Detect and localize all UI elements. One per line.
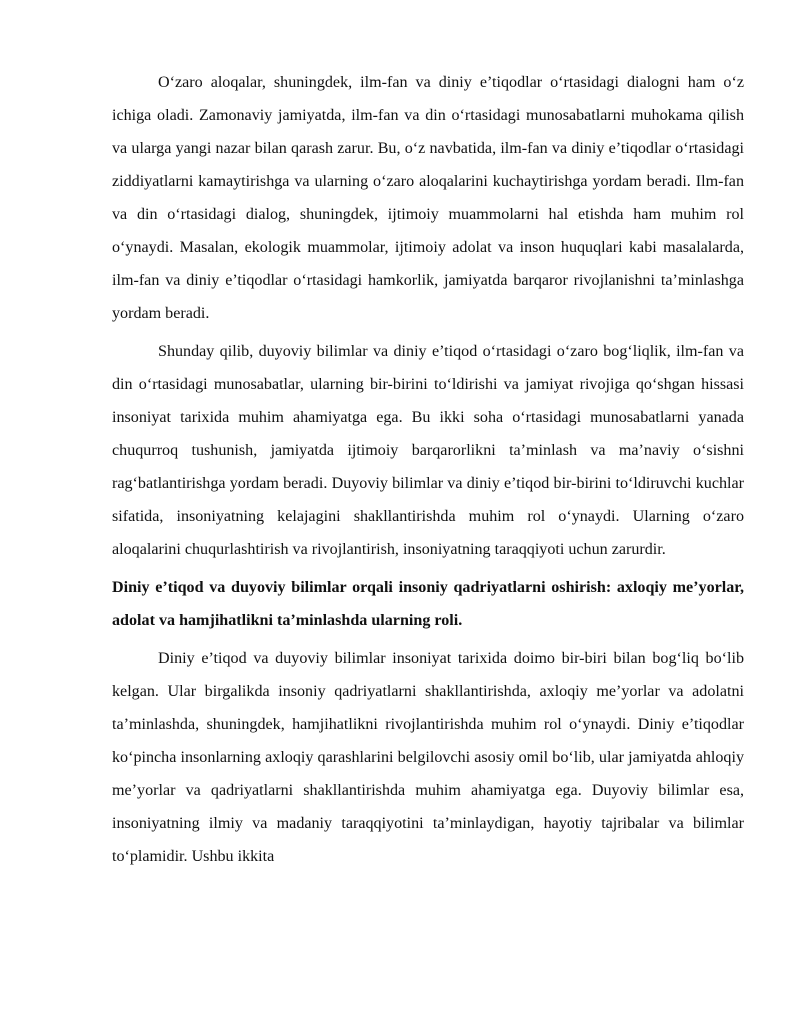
document-page [112,66,744,878]
section-heading: Diniy e’tiqod va duyoviy bilimlar orqali insoniy qadriyatlarni oshirish: axloqiy me’yorlar, adolat va hamjihatlikni ta’minlashda ularning roli. [112,579,744,629]
paragraph-2: Shunday qilib, duyoviy bilimlar va diniy e’tiqod o‘rtasidagi o‘zaro bog‘liqlik, ilm-fan va din o‘rtasidagi munosabatlar, ularning bir-birini to‘ldirishi va jamiyat rivojiga qo‘shgan hissasi insoniyat tarixida muhim ahamiyatga ega. Bu ikki soha o‘rtasidagi munosabatlarni yanada chuqurroq tushunish, jamiyatda ijtimoiy barqarorlikni ta’minlash va ma’naviy o‘sishni rag‘batlantirishga yordam beradi. Duyoviy bilimlar va diniy e’tiqod bir-birini to‘ldiruvchi kuchlar sifatida, insoniyatning kelajagini shakllantirishda muhim rol o‘ynaydi. Ularning o‘zaro aloqalarini chuqurlashtirish va rivojlantirish, insoniyatning taraqqiyoti uchun zarurdir. [112,343,744,558]
paragraph-3: Diniy e’tiqod va duyoviy bilimlar insoniyat tarixida doimo bir-biri bilan bog‘liq bo‘lib kelgan. Ular birgalikda insoniy qadriyatlarni shakllantirishda, axloqiy me’yorlar va adolatni ta’minlashda, shuningdek, hamjihatlikni rivojlantirishda muhim rol o‘ynaydi. Diniy e’tiqodlar ko‘pincha insonlarning axloqiy qarashlarini belgilovchi asosiy omil bo‘lib, ular jamiyatda ahloqiy me’yorlar va qadriyatlarni shakllantirishda muhim ahamiyatga ega. Duyoviy bilimlar esa, insoniyatning ilmiy va madaniy taraqqiyotini ta’minlaydigan, hayotiy tajribalar va bilimlar to‘plamidir. Ushbu ikkita [112,650,744,865]
paragraph-1: O‘zaro aloqalar, shuningdek, ilm-fan va diniy e’tiqodlar o‘rtasidagi dialogni ham o‘z ichiga oladi. Zamonaviy jamiyatda, ilm-fan va din o‘rtasidagi munosabatlarni muhokama qilish va ularga yangi nazar bilan qarash zarur. Bu, o‘z navbatida, ilm-fan va diniy e’tiqodlar o‘rtasidagi ziddiyatlarni kamaytirishga va ularning o‘zaro aloqalarini kuchaytirishga yordam beradi. Ilm-fan va din o‘rtasidagi dialog, shuningdek, ijtimoiy muammolarni hal etishda ham muhim rol o‘ynaydi. Masalan, ekologik muammolar, ijtimoiy adolat va inson huquqlari kabi masalalarda, ilm-fan va diniy e’tiqodlar o‘rtasidagi hamkorlik, jamiyatda barqaror rivojlanishni ta’minlashga yordam beradi. [112,74,744,322]
